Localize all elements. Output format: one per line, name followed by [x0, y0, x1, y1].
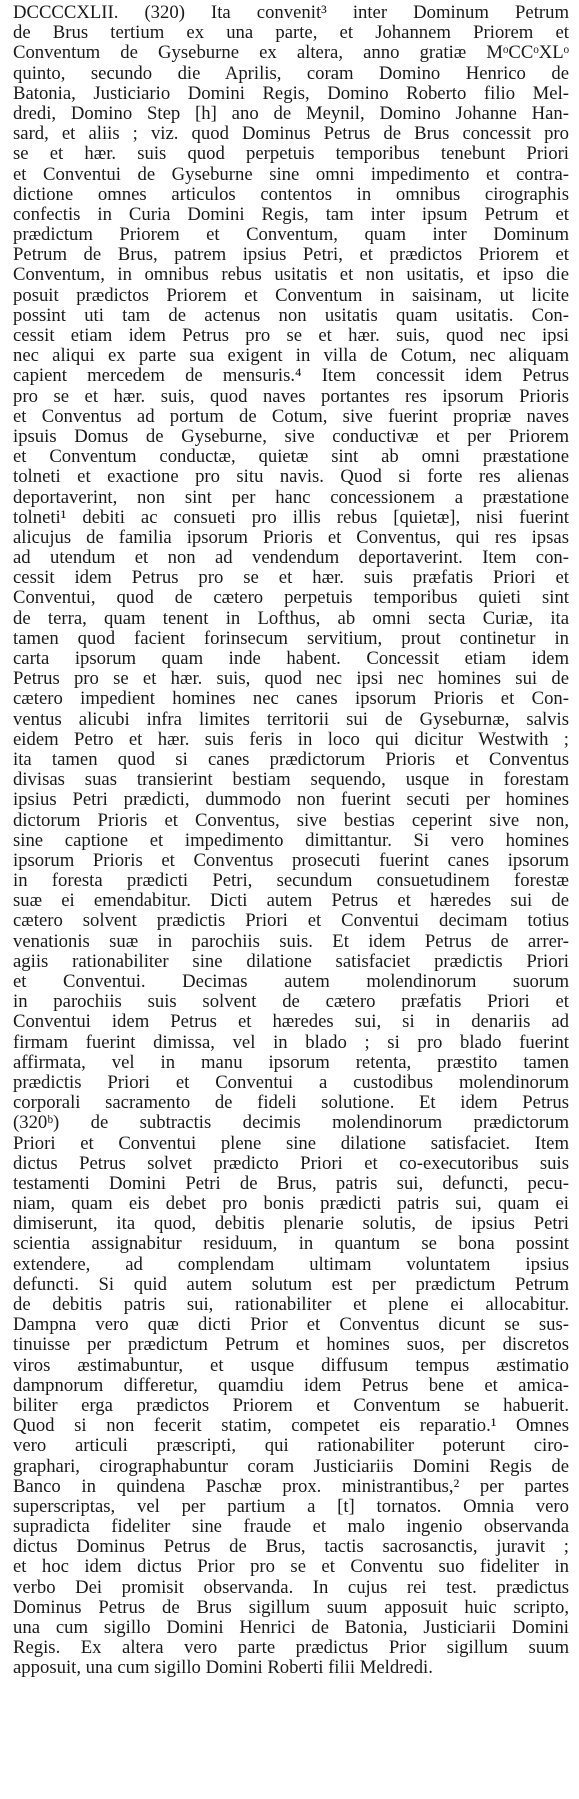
text-line: ita tamen quod si canes prædictorum Prioris et Conventus	[13, 748, 569, 770]
text-line: alicujus de familia ipsorum Prioris et Conventus, qui res ipsas	[13, 526, 569, 548]
text-line: et Conventus ad portum de Cotum, sive fuerint propriæ naves	[13, 405, 569, 427]
text-line: sine captione et impedimento dimittantur. Si vero homines	[13, 829, 569, 851]
text-line: dimiserunt, ita quod, debitis plenarie solutis, de ipsius Petri	[13, 1213, 569, 1235]
text-line: vero articuli præscripti, qui rationabiliter poterunt ciro-	[13, 1435, 569, 1457]
text-line: viros æstimabuntur, et usque diffusum tempus æstimatio	[13, 1354, 569, 1376]
text-line: Petrum de Brus, patrem ipsius Petri, et prædictos Priorem et	[13, 244, 569, 266]
text-line: deportaverint, non sint per hanc concessionem a præstatione	[13, 486, 569, 508]
text-line: defuncti. Si quid autem solutum est per prædictum Petrum	[13, 1273, 569, 1295]
text-line: dictus Dominus Petrus de Brus, tactis sacrosanctis, juravit ;	[13, 1536, 569, 1558]
text-line: dictus Petrus solvet prædicto Priori et co-executoribus suis	[13, 1152, 569, 1174]
text-line: Dominus Petrus de Brus sigillum suum apposuit huic scripto,	[13, 1596, 569, 1618]
text-line: de Brus tertium ex una parte, et Johannem Priorem et	[13, 22, 569, 44]
text-line: et hoc idem dictus Prior pro se et Conventu suo fideliter in	[13, 1556, 569, 1578]
text-line: graphari, cirographabuntur coram Justiciariis Domini Regis de	[13, 1455, 569, 1477]
text-line: una cum sigillo Domini Henrici de Batonia, Justiciarii Domini	[13, 1617, 569, 1638]
text-line: eidem Petro et hær. suis feris in loco qui dicitur Westwith ;	[13, 728, 569, 750]
text-line: ipsorum Prioris et Conventus prosecuti fuerint canes ipsorum	[13, 849, 569, 871]
text-line: et Conventui de Gyseburne sine omni impedimento et contra-	[13, 163, 569, 185]
text-line: quinto, secundo die Aprilis, coram Domino Henrico de	[13, 62, 569, 84]
text-line: dictione omnes articulos contentos in omnibus cirographis	[13, 183, 569, 205]
text-line: et Conventum conductæ, quietæ sint ab omni præstatione	[13, 446, 569, 468]
text-line: tolneti¹ debiti ac consueti pro illis rebus [quietæ], nisi fuerint	[13, 506, 569, 528]
text-line: de terra, quam tenent in Lofthus, ab omni secta Curiæ, ita	[13, 607, 569, 629]
text-line: affirmata, vel in manu ipsorum retenta, præstito tamen	[13, 1051, 569, 1073]
text-line: cessit etiam idem Petrus pro se et hær. suis, quod nec ipsi	[13, 325, 569, 346]
text-line: Regis. Ex altera vero parte prædictus Prior sigillum suum	[13, 1637, 569, 1659]
text-line: cætero solvent prædictis Priori et Conventui decimam totius	[13, 910, 569, 932]
text-line: ad utendum et non ad vendendum deportaverint. Item con-	[13, 547, 569, 569]
text-line: Conventum de Gyseburne ex altera, anno gratiæ MᵒCCᵒXLᵒ	[13, 42, 569, 64]
text-line: carta ipsorum quam inde habent. Concessit etiam idem	[13, 648, 569, 669]
text-line: Conventum, in omnibus rebus usitatis et non usitatis, et ipso die	[13, 264, 569, 286]
text-line: dampnorum differetur, quamdiu idem Petrus bene et amica-	[13, 1374, 569, 1396]
text-line: agiis rationabiliter sine dilatione satisfaciet prædictis Priori	[13, 950, 569, 972]
text-line: suæ ei emendabitur. Dicti autem Petrus et hæredes sui de	[13, 890, 569, 912]
text-line: superscriptas, vel per partium a [t] tornatos. Omnia vero	[13, 1495, 569, 1517]
text-line: biliter erga prædictos Priorem et Conventum se habuerit.	[13, 1394, 569, 1416]
text-line: ipsuis Domus de Gyseburne, sive conductivæ et per Priorem	[13, 425, 569, 447]
text-line: et Conventui. Decimas autem molendinorum suorum	[13, 971, 569, 992]
text-line: Priori et Conventui plene sine dilatione satisfaciet. Item	[13, 1132, 569, 1154]
text-line: niam, quam eis debet pro bonis prædicti patris sui, quam ei	[13, 1193, 569, 1215]
text-line: Dampna vero quæ dicti Prior et Conventus dicunt se sus-	[13, 1314, 569, 1336]
text-line: dredi, Domino Step [h] ano de Meynil, Domino Johanne Han-	[13, 102, 569, 124]
text-line: prædictum Priorem et Conventum, quam inter Dominum	[13, 224, 569, 246]
charter-text	[13, 3, 569, 1679]
text-line: tamen quod facient forinsecum servitium, prout continetur in	[13, 627, 569, 649]
text-line: de debitis patris sui, rationabiliter et plene ei allocabitur.	[13, 1294, 569, 1315]
text-line: extendere, ad complendam ultimam voluntatem ipsius	[13, 1253, 569, 1275]
text-line: venationis suæ in parochiis suis. Et idem Petrus de arrer-	[13, 930, 569, 952]
text-line: in foresta prædicti Petri, secundum consuetudinem forestæ	[13, 870, 569, 892]
text-line: Quod si non fecerit statim, competet eis reparatio.¹ Omnes	[13, 1415, 569, 1437]
text-line: pro se et hær. suis, quod naves portantes res ipsorum Prioris	[13, 385, 569, 407]
text-line: sard, et aliis ; viz. quod Dominus Petrus de Brus concessit pro	[13, 123, 569, 145]
text-line: Batonia, Justiciario Domini Regis, Domino Roberto filio Mel-	[13, 82, 569, 104]
text-line: in parochiis suis solvent de cætero præfatis Priori et	[13, 991, 569, 1013]
text-line: cætero impedient homines nec canes ipsorum Prioris et Con-	[13, 688, 569, 710]
text-line: (320ᵇ) de subtractis decimis molendinorum prædictorum	[13, 1112, 569, 1134]
text-line: verbo Dei promisit observanda. In cujus rei test. prædictus	[13, 1576, 569, 1598]
text-line: cessit idem Petrus pro se et hær. suis præfatis Priori et	[13, 567, 569, 589]
text-line: tinuisse per prædictum Petrum et homines suos, per discretos	[13, 1334, 569, 1356]
text-line: divisas suas transierint bestiam sequendo, usque in forestam	[13, 769, 569, 791]
text-line: testamenti Domini Petri de Brus, patris sui, defuncti, pecu-	[13, 1172, 569, 1194]
text-line: possint uti tam de actenus non usitatis quam usitatis. Con-	[13, 304, 569, 326]
text-line: Conventui, quod de cætero perpetuis temporibus quieti sint	[13, 587, 569, 609]
text-line: DCCCCXLII. (320) Ita convenit³ inter Dominum Petrum	[13, 2, 569, 23]
text-line: tolneti et exactione pro situ navis. Quod si forte res alienas	[13, 466, 569, 488]
text-line: apposuit, una cum sigillo Domini Roberti filii Meldredi.	[13, 1657, 433, 1679]
text-line: se et hær. suis quod perpetuis temporibus tenebunt Priori	[13, 143, 569, 165]
text-line: supradicta fideliter sine fraude et malo ingenio observanda	[13, 1516, 569, 1538]
text-line: firmam fuerint dimissa, vel in blado ; si pro blado fuerint	[13, 1031, 569, 1053]
text-line: dictorum Prioris et Conventus, sive bestias ceperint sive non,	[13, 809, 569, 831]
text-line: ipsius Petri prædicti, dummodo non fuerint secuti per homines	[13, 789, 569, 811]
text-line: Conventui idem Petrus et hæredes sui, si in denariis ad	[13, 1011, 569, 1033]
text-line: nec aliqui ex parte sua exigent in villa de Cotum, nec aliquam	[13, 345, 569, 367]
text-line: ventus alicubi infra limites territorii sui de Gyseburnæ, salvis	[13, 708, 569, 730]
text-line: prædictis Priori et Conventui a custodibus molendinorum	[13, 1071, 569, 1093]
text-line: posuit prædictos Priorem et Conventum in saisinam, ut licite	[13, 284, 569, 306]
text-line: capient mercedem de mensuris.⁴ Item concessit idem Petrus	[13, 365, 569, 387]
text-line: corporali sacramento de fideli solutione. Et idem Petrus	[13, 1092, 569, 1114]
text-line: confectis in Curia Domini Regis, tam inter ipsum Petrum et	[13, 203, 569, 225]
text-line: Banco in quindena Paschæ prox. ministrantibus,² per partes	[13, 1475, 569, 1497]
text-line: scientia assignabitur residuum, in quantum se bona possint	[13, 1233, 569, 1255]
text-line: Petrus pro se et hær. suis, quod nec ipsi nec homines sui de	[13, 668, 569, 690]
